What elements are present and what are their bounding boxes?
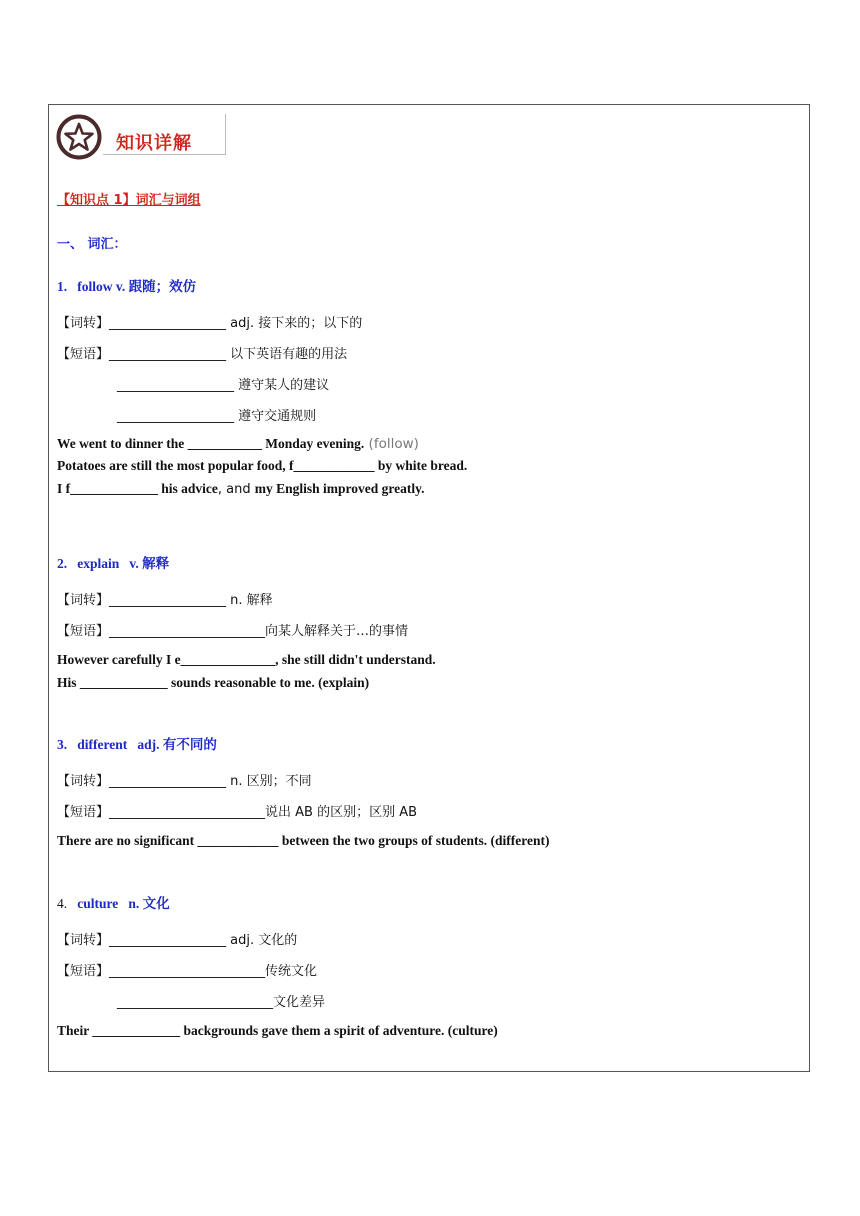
example-sentence: I f_____________ his advice, and my English improved greatly. — [57, 481, 425, 497]
phrase-line: ________________________文化差异 — [117, 995, 326, 1010]
phrase-line: __________________ 遵守某人的建议 — [117, 378, 330, 393]
word-form-line: 【词转】__________________ n. 解释 — [57, 593, 273, 608]
item-heading: 4. culture n. 文化 — [57, 896, 170, 911]
word-form-line: 【词转】__________________ n. 区别；不同 — [57, 774, 312, 789]
star-icon — [56, 114, 102, 160]
example-sentence: We went to dinner the ___________ Monday evening. (follow) — [57, 436, 419, 452]
phrase-line: 【短语】________________________说出 AB 的区别；区别 AB — [57, 805, 418, 820]
word-form-line: 【词转】__________________ adj. 接下来的；以下的 — [57, 316, 363, 331]
example-sentence: His _____________ sounds reasonable to me. (explain) — [57, 675, 370, 690]
example-sentence: However carefully I e______________, she still didn't understand. — [57, 652, 436, 667]
knowledge-point-title: 【知识点 1】词汇与词组 — [57, 193, 201, 208]
item-heading: 1. follow v. 跟随；效仿 — [57, 279, 197, 294]
vocab-heading: 一、 词汇： — [57, 237, 127, 252]
example-sentence: Their _____________ backgrounds gave them a spirit of adventure. (culture) — [57, 1023, 498, 1038]
item-heading: 2. explain v. 解释 — [57, 556, 170, 571]
content-frame — [48, 104, 810, 1072]
phrase-line: __________________ 遵守交通规则 — [117, 409, 317, 424]
section-title: 知识详解 — [116, 133, 192, 154]
phrase-line: 【短语】________________________传统文化 — [57, 964, 318, 979]
phrase-line: 【短语】________________________向某人解释关于…的事情 — [57, 624, 409, 639]
example-sentence: There are no significant ____________ between the two groups of students. (different) — [57, 833, 550, 848]
phrase-line: 【短语】__________________ 以下英语有趣的用法 — [57, 347, 348, 362]
item-heading: 3. different adj. 有不同的 — [57, 737, 217, 752]
word-form-line: 【词转】__________________ adj. 文化的 — [57, 933, 298, 948]
example-sentence: Potatoes are still the most popular food, f____________ by white bread. — [57, 458, 468, 473]
